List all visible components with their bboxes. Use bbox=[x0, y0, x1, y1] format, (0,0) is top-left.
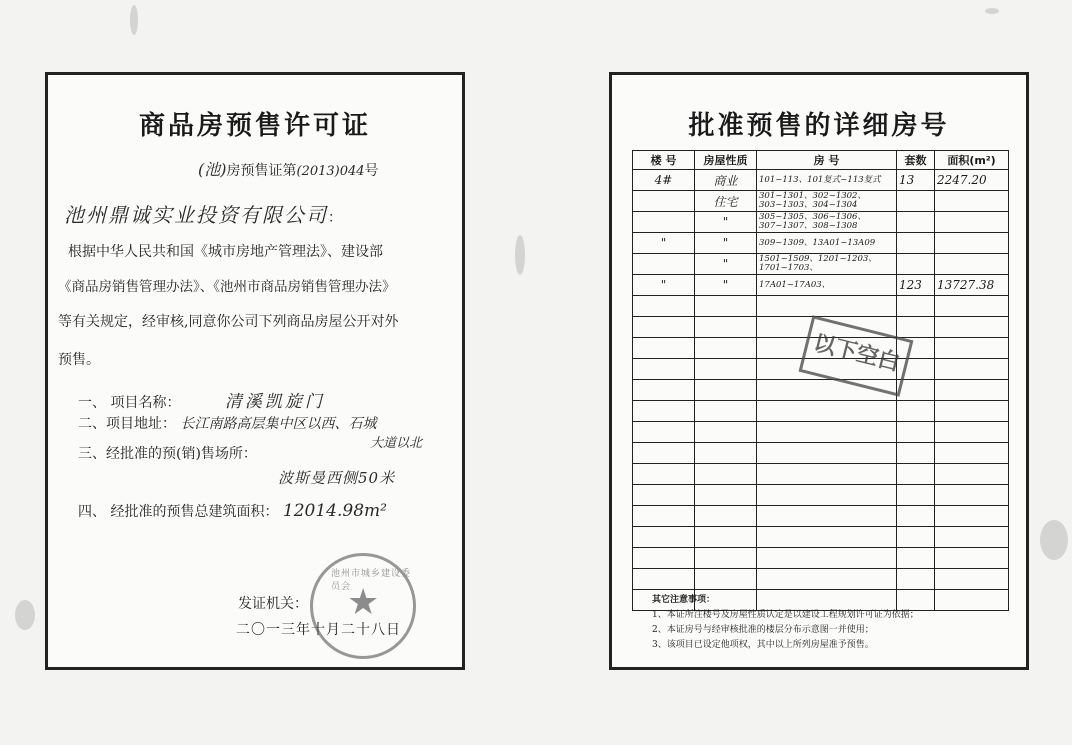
table-row bbox=[633, 212, 1009, 233]
table-row bbox=[633, 170, 1009, 191]
table-cell-bldg bbox=[633, 359, 695, 380]
table-row bbox=[633, 569, 1009, 590]
project-name-value: 清溪凯旋门 bbox=[224, 392, 325, 412]
table-cell-area bbox=[935, 443, 1009, 464]
table-cell-rooms: 101~113、101复式~113复式 bbox=[757, 170, 897, 191]
header-type: 房屋性质 bbox=[695, 151, 757, 170]
table-row bbox=[633, 548, 1009, 569]
table-cell-rooms: 305~1305、306~1306、307~1307、308~1308 bbox=[757, 212, 897, 233]
company-name: 池州鼎诚实业投资有限公司 bbox=[64, 203, 328, 227]
item-sales-place-label: 三、经批准的预(销)售场所： bbox=[78, 446, 257, 462]
item-total-area bbox=[78, 501, 387, 521]
note-item: 3、该项目已设定他项权，其中以上所列房屋准予预售。 bbox=[652, 640, 874, 650]
table-cell-rooms: 17A01~17A03、 bbox=[757, 275, 897, 296]
table-cell-count bbox=[897, 485, 935, 506]
table-cell-type: 住宅 bbox=[695, 191, 757, 212]
table-cell-type bbox=[695, 569, 757, 590]
table-cell-area bbox=[935, 338, 1009, 359]
table-cell-type bbox=[695, 485, 757, 506]
table-cell-count bbox=[897, 233, 935, 254]
paragraph-line-1: 根据中华人民共和国《城市房地产管理法》、建设部 bbox=[68, 244, 383, 260]
company-suffix: ： bbox=[328, 210, 342, 226]
project-address-value: 长江南路高层集中区以西、石城 bbox=[180, 416, 377, 432]
rooms-title: 批准预售的详细房号 bbox=[688, 111, 950, 141]
table-row bbox=[633, 380, 1009, 401]
rooms-table bbox=[632, 150, 1009, 611]
table-cell-bldg bbox=[633, 317, 695, 338]
scan-speck bbox=[1040, 520, 1068, 560]
table-cell-area bbox=[935, 254, 1009, 275]
permit-title: 商品房预售许可证 bbox=[138, 111, 371, 141]
table-cell-bldg bbox=[633, 527, 695, 548]
table-cell-bldg bbox=[633, 296, 695, 317]
table-cell-bldg bbox=[633, 569, 695, 590]
table-cell-area bbox=[935, 212, 1009, 233]
table-cell-type bbox=[695, 317, 757, 338]
star-icon: ★ bbox=[347, 582, 380, 623]
table-cell-area bbox=[935, 296, 1009, 317]
note-item: 1、本证所注楼号及房屋性质认定是以建设工程规划许可证为依据； bbox=[652, 610, 919, 620]
notes-section bbox=[652, 593, 919, 653]
header-building: 楼 号 bbox=[633, 151, 695, 170]
table-cell-area bbox=[935, 464, 1009, 485]
item-project-name bbox=[78, 387, 325, 412]
table-cell-area bbox=[935, 317, 1009, 338]
project-address-value-2: 大道以北 bbox=[370, 436, 423, 451]
table-cell-rooms bbox=[757, 506, 897, 527]
table-cell-area bbox=[935, 527, 1009, 548]
header-rooms: 房 号 bbox=[757, 151, 897, 170]
notes-title: 其它注意事项： bbox=[652, 595, 716, 605]
certificate-number-line bbox=[198, 157, 379, 180]
table-cell-rooms bbox=[757, 296, 897, 317]
table-cell-area bbox=[935, 359, 1009, 380]
item-label: 四、 经批准的预售总建筑面积： bbox=[78, 504, 279, 520]
table-cell-area bbox=[935, 422, 1009, 443]
table-row bbox=[633, 275, 1009, 296]
blank-below-stamp: 以下空白 bbox=[799, 315, 914, 396]
table-cell-bldg bbox=[633, 422, 695, 443]
table-cell-count bbox=[897, 506, 935, 527]
table-cell-bldg: 4# bbox=[633, 170, 695, 191]
table-cell-bldg bbox=[633, 506, 695, 527]
table-row bbox=[633, 191, 1009, 212]
table-row bbox=[633, 233, 1009, 254]
table-cell-type: 商业 bbox=[695, 170, 757, 191]
table-cell-bldg bbox=[633, 485, 695, 506]
sales-place-value: 波斯曼西侧50米 bbox=[278, 469, 396, 487]
table-row bbox=[633, 422, 1009, 443]
table-row bbox=[633, 464, 1009, 485]
table-cell-bldg bbox=[633, 338, 695, 359]
table-cell-area: 2247.20 bbox=[935, 170, 1009, 191]
table-cell-count bbox=[897, 401, 935, 422]
table-cell-bldg: " bbox=[633, 233, 695, 254]
header-count: 套数 bbox=[897, 151, 935, 170]
scan-speck bbox=[130, 5, 138, 35]
cert-mid: 房预售证第 bbox=[226, 163, 297, 179]
seal-text: 池州市城乡建设委员会 bbox=[331, 569, 412, 592]
cert-number: (2013)044 bbox=[296, 164, 365, 179]
table-cell-rooms bbox=[757, 443, 897, 464]
table-row bbox=[633, 527, 1009, 548]
table-cell-type bbox=[695, 380, 757, 401]
table-cell-type bbox=[695, 422, 757, 443]
table-cell-count bbox=[897, 317, 935, 338]
approved-rooms-detail bbox=[609, 72, 1029, 670]
table-cell-area bbox=[935, 233, 1009, 254]
table-cell-count bbox=[897, 464, 935, 485]
table-cell-rooms: 309~1309、13A01~13A09 bbox=[757, 233, 897, 254]
table-cell-area bbox=[935, 506, 1009, 527]
table-cell-count bbox=[897, 569, 935, 590]
paragraph-line-2: 《商品房销售管理办法》、《池州市商品房销售管理办法》 bbox=[58, 279, 396, 295]
table-cell-area bbox=[935, 569, 1009, 590]
table-cell-area bbox=[935, 380, 1009, 401]
cert-prefix: (池) bbox=[198, 160, 227, 179]
table-cell-count bbox=[897, 422, 935, 443]
table-cell-type bbox=[695, 464, 757, 485]
table-cell-bldg bbox=[633, 443, 695, 464]
table-cell-area bbox=[935, 191, 1009, 212]
table-cell-bldg bbox=[633, 212, 695, 233]
table-cell-count: 123 bbox=[897, 275, 935, 296]
table-row bbox=[633, 296, 1009, 317]
table-row bbox=[633, 443, 1009, 464]
table-cell-rooms: 301~1301、302~1302、303~1303、304~1304 bbox=[757, 191, 897, 212]
table-cell-count bbox=[897, 527, 935, 548]
paragraph-line-3: 等有关规定，经审核,同意你公司下列商品房屋公开对外 bbox=[58, 314, 399, 330]
table-cell-area: 13727.38 bbox=[935, 275, 1009, 296]
total-area-value: 12014.98m² bbox=[282, 501, 387, 521]
official-seal bbox=[310, 553, 416, 659]
table-cell-bldg: " bbox=[633, 275, 695, 296]
table-header-row bbox=[633, 151, 1009, 170]
table-cell-rooms bbox=[757, 548, 897, 569]
item-label: 一、 项目名称： bbox=[78, 395, 181, 411]
table-cell-rooms: 1501~1509、1201~1203、1701~1703、 bbox=[757, 254, 897, 275]
table-row bbox=[633, 401, 1009, 422]
table-cell-type bbox=[695, 338, 757, 359]
table-cell-rooms bbox=[757, 422, 897, 443]
item-label: 二、项目地址： bbox=[78, 416, 176, 432]
table-cell-type bbox=[695, 527, 757, 548]
issue-date: 二〇一三年十月二十八日 bbox=[236, 622, 401, 638]
table-cell-count bbox=[897, 254, 935, 275]
issuer-label: 发证机关： bbox=[238, 596, 308, 612]
table-cell-bldg bbox=[633, 380, 695, 401]
company-line bbox=[64, 199, 342, 228]
table-cell-type: " bbox=[695, 275, 757, 296]
table-cell-area bbox=[935, 485, 1009, 506]
table-cell-rooms bbox=[757, 527, 897, 548]
table-cell-count bbox=[897, 443, 935, 464]
table-cell-bldg bbox=[633, 254, 695, 275]
table-cell-count bbox=[897, 191, 935, 212]
table-cell-type: " bbox=[695, 254, 757, 275]
table-cell-bldg bbox=[633, 401, 695, 422]
table-cell-type bbox=[695, 296, 757, 317]
note-item: 2、本证房号与经审核批准的楼层分布示意图一并使用； bbox=[652, 625, 874, 635]
item-project-address bbox=[78, 413, 376, 433]
table-cell-area bbox=[935, 590, 1009, 611]
scan-speck bbox=[15, 600, 35, 630]
table-row bbox=[633, 506, 1009, 527]
table-cell-bldg bbox=[633, 548, 695, 569]
table-cell-count bbox=[897, 212, 935, 233]
table-cell-rooms bbox=[757, 569, 897, 590]
presale-permit-certificate bbox=[45, 72, 465, 670]
table-cell-area bbox=[935, 401, 1009, 422]
table-row bbox=[633, 485, 1009, 506]
table-cell-type bbox=[695, 401, 757, 422]
table-cell-rooms bbox=[757, 485, 897, 506]
table-cell-type bbox=[695, 443, 757, 464]
table-cell-type bbox=[695, 548, 757, 569]
table-cell-area bbox=[935, 548, 1009, 569]
cert-suffix: 号 bbox=[364, 163, 379, 179]
table-cell-bldg bbox=[633, 464, 695, 485]
table-cell-count bbox=[897, 296, 935, 317]
scan-speck bbox=[985, 8, 999, 14]
table-cell-count bbox=[897, 548, 935, 569]
table-cell-bldg bbox=[633, 191, 695, 212]
paragraph-line-4: 预售。 bbox=[58, 352, 100, 368]
table-cell-rooms bbox=[757, 401, 897, 422]
table-cell-count: 13 bbox=[897, 170, 935, 191]
table-row bbox=[633, 254, 1009, 275]
table-cell-type: " bbox=[695, 233, 757, 254]
table-cell-type: " bbox=[695, 212, 757, 233]
table-cell-rooms bbox=[757, 464, 897, 485]
scan-speck bbox=[515, 235, 525, 275]
table-cell-type bbox=[695, 506, 757, 527]
header-area: 面积(m²) bbox=[935, 151, 1009, 170]
table-cell-type bbox=[695, 359, 757, 380]
